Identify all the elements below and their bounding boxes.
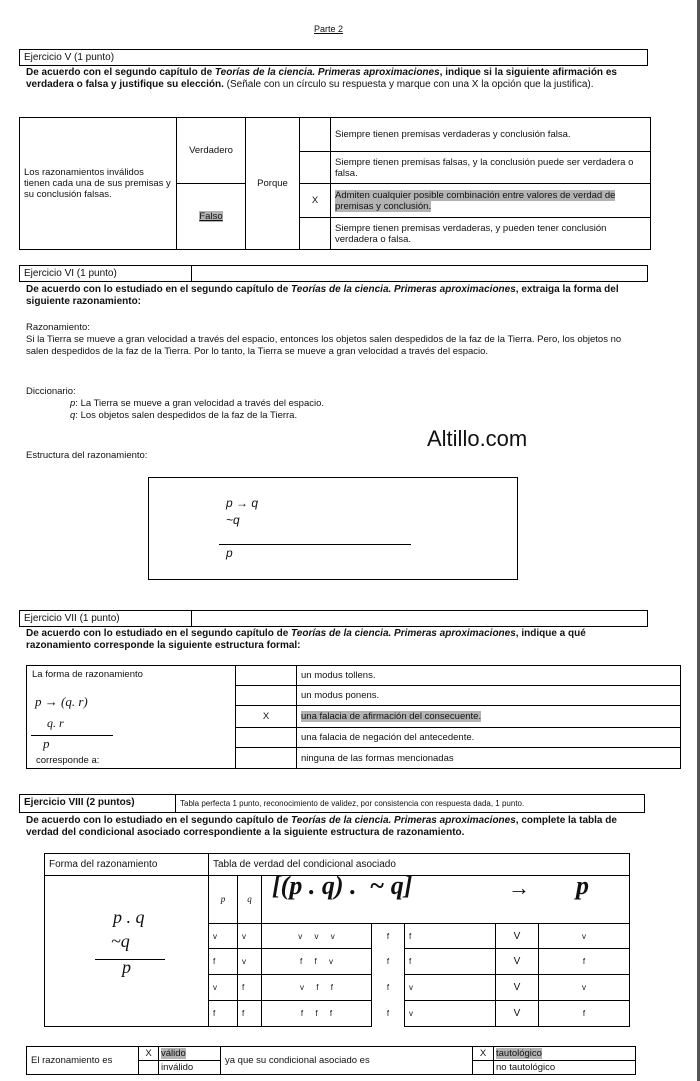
ex5-intro-b: , indique si la siguiente afirmación es verdadera o falsa y justifique su elección. [26,67,617,90]
ex8-not-taut-mark[interactable] [473,1061,494,1075]
ex8-formula-arrow: → [508,875,530,900]
ex8-form-premise-1: p . q [113,907,145,927]
ex8-header-divider [175,795,176,812]
ex8-r3-inner[interactable] [262,975,372,1001]
ex6-header [19,265,648,282]
ex6-dict-q [70,410,297,421]
ex7-intro-book: Teorías de la ciencia. Primeras aproximaciones [291,628,516,639]
ex6-structure-label: Estructura del razonamiento: [26,450,148,461]
ex6-conclusion-line [219,544,411,545]
ex8-conclusion-label: El razonamiento es [27,1047,139,1075]
ex8-r4-inner[interactable] [262,1001,372,1027]
ex7-opt4-label: una falacia de negación del antecedente. [301,732,475,743]
ex7-opt2-text [297,686,681,706]
ex5-true-option[interactable]: Verdadero [177,118,246,184]
ex8-r2-b: f [314,957,317,966]
ex8-taut-label: tautológico [496,1048,542,1059]
ex6-premise-2: ~q [226,513,240,527]
ex8-r4-b: f [315,1009,318,1018]
ex8-r3-q: f [238,975,262,1001]
ex7-opt1-mark[interactable] [236,666,297,686]
ex8-formula-cell [262,871,630,924]
ex7-corresponds: corresponde a: [36,755,100,766]
ex8-r3-d[interactable]: f [372,975,405,1001]
ex8-r1-inner[interactable] [262,924,372,949]
watermark: Altillo.com [427,426,528,451]
ex8-formula-right: p [576,871,589,900]
ex8-r3-main[interactable]: V [496,975,539,1001]
ex8-title: Ejercicio VIII (2 puntos) [24,797,135,808]
ex5-intro-book: Teorías de la ciencia. Primeras aproximaciones [214,67,440,78]
ex8-form-conclusion: p [122,957,131,977]
ex8-r1-r[interactable]: v [539,924,630,949]
ex8-form-cell [45,876,209,1027]
ex7-opt5-mark[interactable] [236,748,297,769]
ex8-r2-q: v [238,949,262,975]
ex8-invalid-cell[interactable]: inválido [159,1061,221,1075]
ex8-r1-q: v [238,924,262,949]
ex8-formula-left: [(p . q) . ~ q] [272,871,413,900]
ex7-form-label: La forma de razonamiento [32,669,143,680]
ex8-r4-a: f [300,1009,304,1018]
ex5-intro-a: De acuerdo con el segundo capítulo de [26,67,215,78]
ex6-dict-p-text: : La Tierra se mueve a gran velocidad a través del espacio. [75,398,325,409]
ex8-r4-q: f [238,1001,262,1027]
ex8-r1-e[interactable]: f [405,924,496,949]
ex8-intro-book: Teorías de la ciencia. Primeras aproximaciones [291,815,516,826]
ex8-r3-c: f [330,983,333,992]
ex8-r2-a: f [300,957,303,966]
ex5-opt1-mark[interactable] [300,118,331,152]
ex5-opt2-mark[interactable] [300,152,331,184]
ex6-intro-a: De acuerdo con lo estudiado en el segundo capítulo de [26,284,292,295]
ex5-opt3-cell [331,184,651,218]
ex7-opt3-text [297,706,681,728]
ex5-opt4-mark[interactable] [300,218,331,250]
ex6-dict-p-key: p [70,398,76,409]
ex5-header [19,49,648,66]
ex8-r1-p: v [209,924,238,949]
ex7-opt1-text [297,666,681,686]
ex8-r3-b: f [316,983,319,992]
ex6-dict-p [70,398,324,409]
ex5-opt3-mark[interactable]: X [300,184,331,218]
ex8-r4-p: f [209,1001,238,1027]
ex6-intro [26,284,638,308]
ex8-col-table: Tabla de verdad del condicional asociado [209,854,630,876]
ex6-premise-1: p → q [226,496,259,510]
ex8-r1-c: v [330,931,335,941]
ex7-opt3-label: una falacia de afirmación del consecuente. [301,711,482,722]
ex8-r4-c: f [329,1009,333,1018]
ex8-invalid-mark[interactable] [139,1061,159,1075]
ex8-r4-r[interactable]: f [539,1001,630,1027]
ex8-taut-cell[interactable] [494,1047,636,1061]
ex7-opt2-label: un modus ponens. [301,690,380,701]
ex8-intro [26,815,638,839]
ex8-not-taut-cell[interactable]: no tautológico [494,1061,636,1075]
ex5-title: Ejercicio V (1 punto) [24,52,115,63]
ex7-title: Ejercicio VII (1 punto) [24,613,120,624]
ex7-header [19,610,648,627]
ex8-col-form: Forma del razonamiento [45,854,209,876]
ex8-r2-inner[interactable] [262,949,372,975]
ex7-opt2-mark[interactable] [236,686,297,706]
ex7-intro [26,628,638,652]
ex7-conclusion: p [43,736,50,751]
ex7-opt1-label: un modus tollens. [301,670,376,681]
ex8-r1-b: v [314,931,319,941]
ex8-truth-table [44,853,630,1027]
ex5-table [19,117,651,250]
ex8-r3-a: v [300,983,305,992]
ex7-header-divider [191,611,192,626]
ex5-false-cell[interactable] [177,184,246,250]
ex8-header-note: Tabla perfecta 1 punto, reconocimiento de validez, por consistencia con respuesta dada, 1 punto. [180,799,525,808]
ex6-reasoning-label: Razonamiento: [26,322,90,333]
ex6-title: Ejercicio VI (1 punto) [24,268,117,279]
ex7-table [26,665,681,769]
ex7-opt5-label: ninguna de las formas mencionadas [301,752,454,764]
ex8-var-p: p [209,876,238,924]
ex6-dictionary-label: Diccionario: [26,386,76,397]
ex8-conclusion-table [26,1046,636,1075]
ex6-intro-b: , extraiga la forma del siguiente razonamiento: [26,284,619,307]
ex8-r2-d[interactable]: f [372,949,405,975]
ex7-opt4-mark[interactable] [236,728,297,748]
ex8-r4-main[interactable]: V [496,1001,539,1027]
ex8-r2-p: f [209,949,238,975]
ex8-valid-mark[interactable]: X [139,1047,159,1061]
ex5-intro-note: (Señale con un círculo su respuesta y marque con una X la opción que la justifica). [223,79,594,90]
ex6-header-divider [191,266,192,281]
ex5-opt3-text: Admiten cualquier posible combinación entre valores de verdad de premisas y conclusión. [335,189,616,212]
ex7-intro-a: De acuerdo con lo estudiado en el segundo capítulo de [26,628,292,639]
ex8-r2-e[interactable]: f [405,949,496,975]
ex5-opt1-text: Siempre tienen premisas verdaderas y conclusión falsa. [331,118,651,152]
ex8-since: ya que su condicional asociado es [221,1047,473,1075]
ex8-r4-d[interactable]: f [372,1001,405,1027]
ex8-valid-cell[interactable] [159,1047,221,1061]
ex8-r3-r[interactable]: v [539,975,630,1001]
ex8-form-premise-2: ~q [111,931,130,951]
ex6-dict-q-text: : Los objetos salen despedidos de la faz de la Tierra. [75,410,298,421]
ex6-conclusion: p [226,546,233,560]
ex5-opt2-text: Siempre tienen premisas falsas, y la conclusión puede ser verdadera o falsa. [331,152,651,184]
ex8-r2-main[interactable]: V [496,949,539,975]
ex7-opt4-text [297,728,681,748]
ex8-r2-r[interactable]: f [539,949,630,975]
ex8-valid-label: válido [161,1048,186,1059]
ex7-premise-2: q. r [47,716,64,730]
ex5-opt4-text: Siempre tienen premisas verdaderas, y pueden tener conclusión verdadera o falsa. [331,218,651,250]
ex8-taut-mark[interactable]: X [473,1047,494,1061]
ex6-structure-box [148,477,518,580]
ex8-r4-e[interactable]: v [405,1001,496,1027]
ex5-intro [26,67,638,91]
ex8-var-q: q [238,876,262,924]
ex5-because: Porque [246,118,300,250]
page-title: Parte 2 [314,24,344,34]
ex8-r3-e[interactable]: v [405,975,496,1001]
ex6-reasoning-text: Si la Tierra se mueve a gran velocidad a través del espacio, entonces los objetos salen despedidos de la faz de la Tierra. Pero, los objetos no salen despedidos de la faz de la Tierra. Por lo tanto, la Tierra se mueve a gran velocidad a través del espacio. [26,334,622,357]
ex7-premise-1: p → (q. r) [35,694,88,709]
ex8-r1-main[interactable]: V [496,924,539,949]
ex8-r3-p: v [209,975,238,1001]
ex6-dict-q-key: q [70,410,76,421]
ex7-intro-b: , indique a qué razonamiento corresponde la siguiente estructura formal: [26,628,586,651]
ex5-statement: Los razonamientos inválidos tienen cada una de sus premisas y su conclusión falsas. [20,118,177,250]
ex7-opt3-mark[interactable]: X [236,706,297,728]
ex8-intro-b: , complete la tabla de verdad del condicional asociado correspondiente a la siguiente estructura de razonamiento. [26,815,617,838]
ex6-intro-book: Teorías de la ciencia. Primeras aproximaciones [291,284,516,295]
ex8-header [19,794,645,813]
ex7-opt5-text [297,748,681,769]
ex7-form-cell [27,666,236,769]
ex8-r2-c: v [328,957,333,966]
ex8-r1-d[interactable]: f [372,924,405,949]
ex5-false-option[interactable]: Falso [199,211,223,222]
ex8-r1-a: v [298,931,303,941]
ex8-intro-a: De acuerdo con lo estudiado en el segundo capítulo de [26,815,292,826]
